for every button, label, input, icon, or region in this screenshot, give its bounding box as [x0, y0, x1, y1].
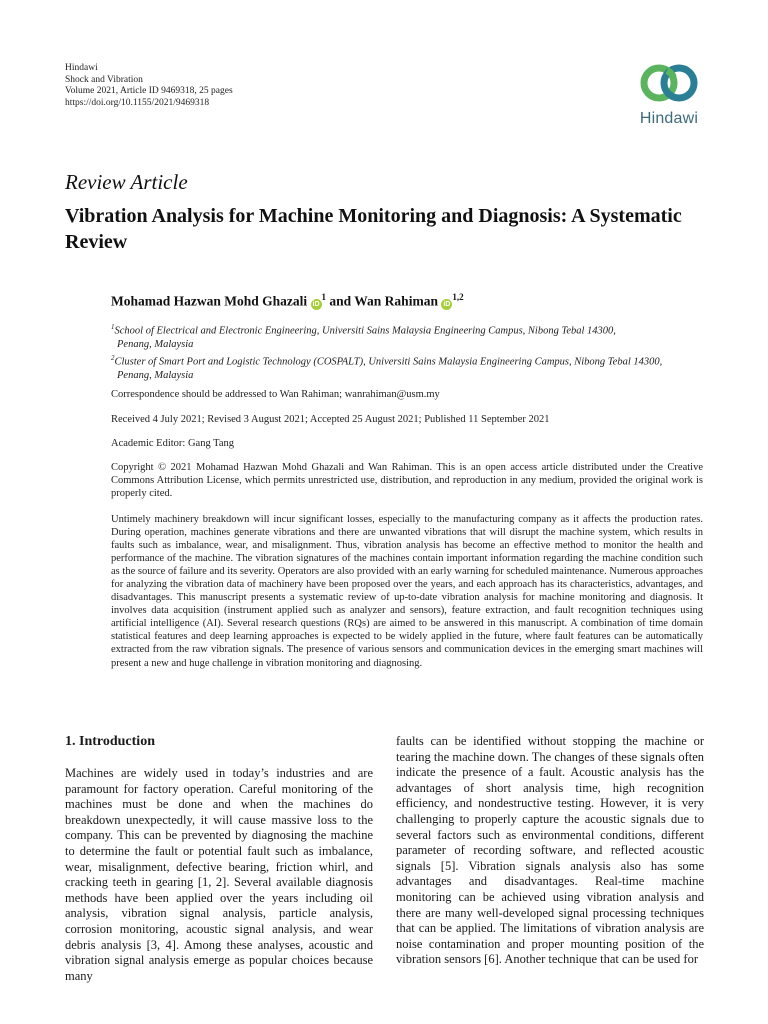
affiliations: [111, 321, 711, 382]
author-affil-ref: 1: [321, 292, 327, 302]
copyright-notice: Copyright © 2021 Mohamad Hazwan Mohd Ghazali and Wan Rahiman. This is an open access article distributed under the Creative Commons Attribution License, which permits unrestricted use, distribution, and reproduction in any medium, provided the original work is properly cited.: [111, 462, 703, 499]
publisher-name: Hindawi: [65, 63, 98, 73]
author-joiner: and: [326, 293, 355, 309]
author-list: [111, 292, 464, 310]
article-type: Review Article: [65, 170, 188, 194]
body-paragraph: faults can be identified without stopping the machine or tearing the machine down. The changes of these signals often indicate the presence of a fault. Acoustic analysis has the advantages of short analysis time, high recognition efficiency, and nondestructive testing. However, it is very challenging to properly capture the acoustic signals due to several factors such as environmental conditions, different parameter of recording software, and reflected acoustic signals [5]. Vibration signals analysis also has some advantages and disadvantages. Real-time machine monitoring can be achieved using vibration analysis and there are many well-developed signal processing techniques that can be applied. The limitations of vibration analysis are noise contamination and proper mounting position of the vibration sensors [6]. Another technique that can be used for: [396, 734, 704, 967]
affiliation-line: Penang, Malaysia: [117, 339, 194, 350]
doi-link[interactable]: https://doi.org/10.1155/2021/9469318: [65, 97, 210, 108]
journal-name: Shock and Vibration: [65, 74, 143, 85]
orcid-icon[interactable]: iD: [443, 300, 451, 308]
volume-info: Volume 2021, Article ID 9469318, 25 pages: [65, 86, 233, 96]
author-name[interactable]: Wan Rahiman: [354, 293, 438, 309]
publication-dates: Received 4 July 2021; Revised 3 August 2021; Accepted 25 August 2021; Published 11 September 2021: [111, 414, 550, 425]
author-name[interactable]: Mohamad Hazwan Mohd Ghazali: [111, 293, 308, 309]
abstract: Untimely machinery breakdown will incur significant losses, especially to the manufacturing company as it affects the production rates. During operation, machines generate vibrations and there are unwanted vibrations that will disrupt the machine system, which results in faults such as imbalance, wear, and misalignment. Thus, vibration analysis has become an effective method to monitor the health and performance of the machine. The vibration signatures of the machines contain important information regarding the machine condition such as the source of failure and its severity. Operators are also provided with an early warning for scheduled maintenance. Numerous approaches for analyzing the vibration data of machinery have been proposed over the years, and each approach has its characteristics, advantages, and disadvantages. This manuscript presents a systematic review of up-to-date vibration analysis for machine monitoring and diagnosis. It involves data acquisition (instrument applied such as analyzer and sensors), feature extraction, and fault recognition techniques using artificial intelligence (AI). Several research questions (RQs) are aimed to be answered in this manuscript. A combination of time domain statistical features and deep learning approaches is expected to be widely applied in the future, where fault features can be automatically extracted from the raw vibration signals. The presence of various sensors and communication devices in the emerging smart machines will present a new and huge challenge in vibration monitoring and diagnosing.: [111, 514, 703, 669]
logo-text: Hindawi: [639, 110, 699, 127]
right-column: [396, 734, 704, 968]
hindawi-rings-icon: [637, 58, 701, 108]
article-title: Vibration Analysis for Machine Monitoring and Diagnosis: A Systematic Review: [65, 205, 682, 253]
academic-editor: Academic Editor: Gang Tang: [111, 438, 234, 449]
orcid-icon[interactable]: iD: [312, 300, 320, 308]
affiliation-item: [111, 321, 711, 352]
correspondence: Correspondence should be addressed to Wan Rahiman; wanrahiman@usm.my: [111, 389, 440, 400]
affiliation-line: Penang, Malaysia: [117, 369, 194, 381]
author-affil-ref: 1,2: [452, 292, 464, 302]
hindawi-logo[interactable]: [628, 58, 710, 138]
section-heading: 1. Introduction: [65, 734, 155, 749]
journal-meta: [65, 63, 233, 109]
affiliation-number: 2: [111, 353, 115, 362]
left-column: [65, 733, 373, 984]
body-paragraph: Machines are widely used in today’s industries and are paramount for factory operation. Careful monitoring of the machines must be done and when the machines do breakdown unexpectedly, it will cause massive loss to the company. This can be prevented by diagnosing the machine to determine the fault or potential fault such as imbalance, wear, misalignment, defective bearing, friction whirl, and cracking teeth in gearing [1, 2]. Several available diagnosis methods have been applied over the years including oil analysis, vibration signal analysis, particle analysis, corrosion monitoring, acoustic signal analysis, and wear debris analysis [3, 4]. Among these analyses, acoustic and vibration signal analysis emerge as popular choices because many: [65, 766, 373, 983]
affiliation-item: [111, 352, 711, 383]
affiliation-line: School of Electrical and Electronic Engineering, Universiti Sains Malaysia Engineering Campus, Nibong Tebal 14300,: [114, 325, 616, 337]
affiliation-line: Cluster of Smart Port and Logistic Technology (COSPALT), Universiti Sains Malaysia Engineering Campus, Nibong Tebal 14300,: [114, 356, 663, 367]
affiliation-number: 1: [111, 323, 115, 331]
